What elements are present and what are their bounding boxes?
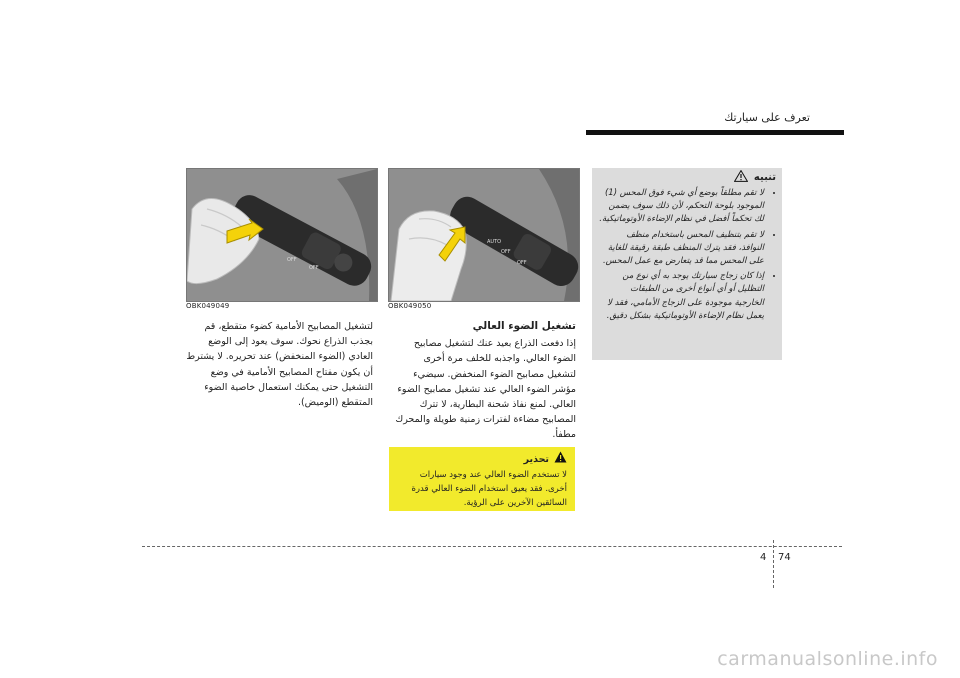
notice-list: [598, 187, 776, 323]
warning-text: ﻻ ﺗﺴﺘﺨﺪم اﻟﻀﻮء اﻟﻌﺎﻟﻲ ﻋﻨﺪ وﺟﻮد ﺳﻴﺎرات أﺧﺮى. ﻓﻘﺪ ﻳﻌﻴﻖ اﺳﺘﺨﺪام اﻟﻀﻮء اﻟﻌﺎﻟﻲ ﻗﺪرة اﻟﺴﺎﺋﻘﻴﻦ اﻵﺧﺮﻳﻦ ﻋﻠﻰ اﻟﺮؤﻳﺔ.: [411, 470, 567, 508]
warning-triangle-icon: [554, 451, 567, 468]
stalk-pull-illustration: [187, 169, 377, 301]
section-title: ﺗﻌﺮف ﻋﻠﻰ ﺳﻴﺎرﺗﻚ: [724, 111, 810, 124]
list-item: • ﻻ ﺗﻘﻢ ﺑﺘﻨﻈﻴﻒ اﻟﻤﺤﺲ ﺑﺎﺳﺘﺨﺪام ﻣﻨﻈﻒ اﻟﻨﻮاﻓﺬ، ﻓﻘﺪ ﻳﺘﺮك اﻟﻤﻨﻈﻒ ﻃﺒﻘﺔ رﻗﻴﻘﺔ ﻟﻠﻐﺎﻳﺔ ﻋﻠﻰ اﻟﻤﺤﺲ ﻣﻤﺎ ﻗﺪ ﻳﺘﻌﺎرض ﻣﻊ ﻋﻤﻞ اﻟﻤﺤﺲ.: [598, 229, 764, 269]
switch-label-off: OFF: [501, 249, 511, 255]
figure-code: OBK049049: [186, 302, 230, 310]
figure-flash-to-pass: [186, 168, 378, 302]
page-number: 74: [778, 552, 791, 563]
footer-rule: [142, 546, 842, 547]
high-beam-section: [392, 319, 576, 443]
switch-label-off-2: OFF: [309, 265, 319, 271]
figure-code: OBK049050: [388, 302, 432, 310]
notice-box: [592, 168, 782, 360]
caution-triangle-icon: [734, 170, 748, 185]
switch-label-off: OFF: [287, 257, 297, 263]
list-item: • ﻻ ﺗﻘﻢ ﻣﻄﻠﻘﺎً ﺑﻮﺿﻊ أي ﺷﻲء ﻓﻮق اﻟﻤﺤﺲ (1) اﻟﻤﻮﺟﻮد ﺑﻠﻮﺣﺔ اﻟﺘﺤﻜﻢ، ﻷن ذﻟﻚ ﺳﻮف ﻳﻀﻤﻦ ﻟﻚ ﺗﺤﻜﻤﺎً أﻓﻀﻞ ﻓﻲ ﻧﻈﺎم اﻹﺿﺎءة اﻷوﺗﻮﻣﺎﺗﻴﻜﻴﺔ.: [598, 187, 764, 227]
warning-heading: [397, 451, 567, 468]
stalk-push-illustration: [389, 169, 579, 301]
flash-to-pass-text: ﻟﺘﺸﻐﻴﻞ اﻟﻤﺼﺎﺑﻴﺢ اﻷﻣﺎﻣﻴﺔ ﻛﻀﻮء ﻣﺘﻘﻄﻊ، ﻗﻢ ﺑﺠﺬب اﻟﺬراع ﻧﺤﻮك. ﺳﻮف ﻳﻌﻮد إﻟﻰ اﻟﻮﺿﻊ اﻟﻌﺎدي (اﻟﻀﻮء اﻟﻤﻨﺨﻔﺾ) ﻋﻨﺪ ﺗﺤﺮﻳﺮه. ﻻ ﻳﺸﺘﺮط أن ﻳﻜﻮن ﻣﻔﺘﺎح اﻟﻤﺼﺎﺑﻴﺢ اﻷﻣﺎﻣﻴﺔ ﻓﻲ وﺿﻊ اﻟﺘﺸﻐﻴﻞ ﺣﺘﻰ ﻳﻤﻜﻨﻚ اﺳﺘﻌﻤﺎل ﺧﺎﺻﻴﺔ اﻟﻀﻮء اﻟﻤﺘﻘﻄﻊ (اﻟﻮﻣﻴﺾ).: [186, 321, 373, 409]
switch-label-auto: AUTO: [487, 239, 502, 245]
notice-heading: [598, 170, 776, 185]
switch-label-off-2: OFF: [517, 260, 527, 266]
warning-title: ﺗﺤﺬﻳﺮ: [523, 453, 549, 465]
notice-title: ﺗﻨﺒﻴﻪ: [753, 172, 776, 183]
list-item: • إذا ﻛﺎن زﺟﺎج ﺳﻴﺎرﺗﻚ ﻳﻮﺟﺪ ﺑﻪ أي ﻧﻮع ﻣﻦ اﻟﺘﻈﻠﻴﻞ أو أي أﻧﻮاع أﺧﺮى ﻣﻦ اﻟﻄﺒﻘﺎت اﻟﺨﺎرﺟﻴﺔ ﻣﻮﺟﻮدة ﻋﻠﻰ اﻟﺰﺟﺎج اﻷﻣﺎﻣﻲ، ﻓﻘﺪ ﻻ ﻳﻌﻤﻞ ﻧﻈﺎم اﻹﺿﺎءة اﻷوﺗﻮﻣﺎﺗﻴﻜﻴﺔ ﺑﺸﻜﻞ دﻗﻴﻖ.: [598, 270, 764, 323]
footer-divider: [773, 540, 774, 588]
chapter-number: 4: [760, 552, 767, 563]
figure-high-beam: [388, 168, 580, 302]
high-beam-text: إذا دﻓﻌﺖ اﻟﺬراع ﺑﻌﻴﺪ ﻋﻨﻚ ﻟﺘﺸﻐﻴﻞ ﻣﺼﺎﺑﻴﺢ اﻟﻀﻮء اﻟﻌﺎﻟﻲ. واﺟﺬﺑﻪ ﻟﻠﺨﻠﻒ ﻣﺮة أﺧﺮى ﻟﺘﺸﻐﻴﻞ ﻣﺼﺎﺑﻴﺢ اﻟﻀﻮء اﻟﻤﻨﺨﻔﺾ. ﺳﻴﻀﻲء ﻣﺆﺷﺮ اﻟﻀﻮء اﻟﻌﺎﻟﻲ ﻋﻨﺪ ﺗﺸﻐﻴﻞ ﻣﺼﺎﺑﻴﺢ اﻟﻀﻮء اﻟﻌﺎﻟﻲ. ﻟﻤﻨﻊ ﻧﻔﺎذ ﺷﺤﻨﺔ اﻟﺒﻄﺎرﻳﺔ، ﻻ ﺗﺘﺮك اﻟﻤﺼﺎﺑﻴﺢ ﻣﻀﺎءة ﻟﻔﺘﺮات زﻣﻨﻴﺔ ﻃﻮﻳﻠﺔ واﻟﻤﺤﺮك ﻣﻄﻔﺄ.: [395, 338, 576, 441]
watermark: carmanualsonline.info: [717, 648, 938, 670]
warning-box: [389, 447, 575, 511]
section-heading: ﺗﺸﻐﻴﻞ اﻟﻀﻮء اﻟﻌﺎﻟﻲ: [472, 320, 576, 332]
header-rule: [586, 130, 844, 135]
